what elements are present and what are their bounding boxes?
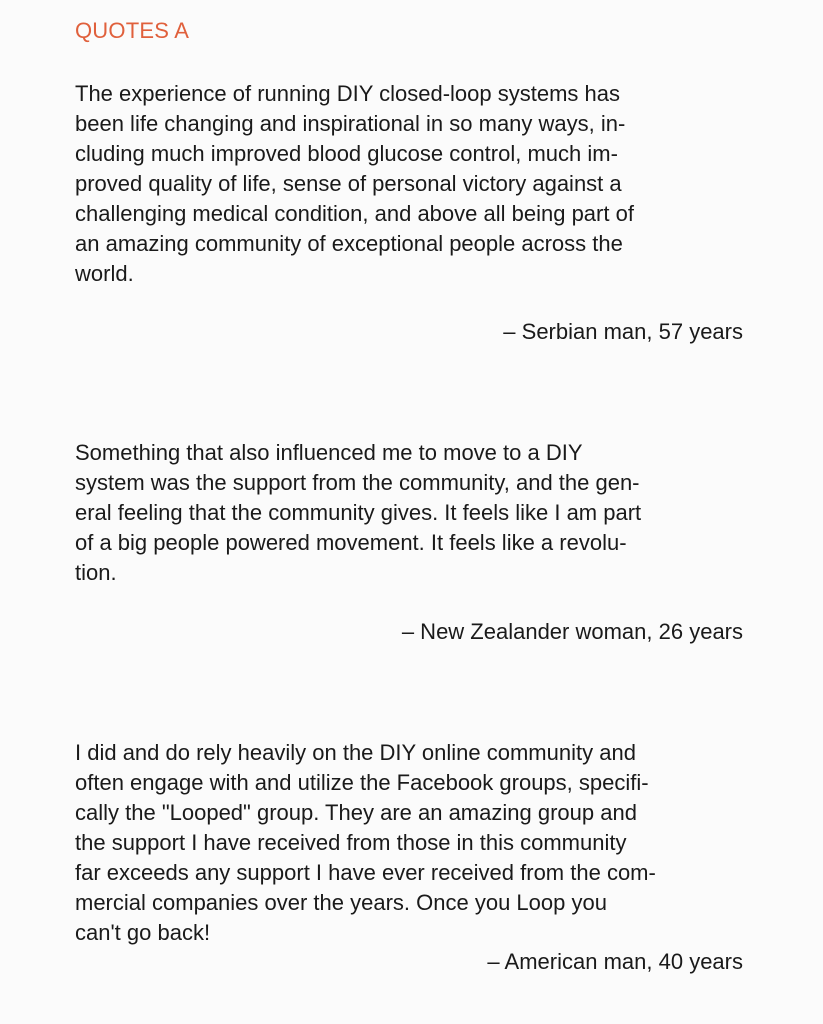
quote-line: I did and do rely heavily on the DIY online community and bbox=[75, 740, 636, 765]
quote-line: tion. bbox=[75, 560, 117, 585]
quote-line: cally the "Looped" group. They are an amazing group and bbox=[75, 800, 637, 825]
quote-2 bbox=[75, 438, 745, 588]
quote-line: system was the support from the community, and the gen- bbox=[75, 470, 640, 495]
quote-1 bbox=[75, 79, 745, 289]
quote-line: can't go back! bbox=[75, 920, 211, 945]
quote-line: Something that also influenced me to move to a DIY bbox=[75, 440, 583, 465]
quote-line: challenging medical condition, and above all being part of bbox=[75, 201, 634, 226]
quote-line: far exceeds any support I have ever received from the com- bbox=[75, 860, 656, 885]
quote-line: cluding much improved blood glucose control, much im- bbox=[75, 141, 618, 166]
quote-3-attribution: – American man, 40 years bbox=[487, 949, 743, 974]
quote-1-attribution: – Serbian man, 57 years bbox=[503, 319, 743, 344]
quote-line: proved quality of life, sense of personal victory against a bbox=[75, 171, 622, 196]
quote-line: world. bbox=[75, 261, 134, 286]
quote-2-attribution: – New Zealander woman, 26 years bbox=[401, 619, 743, 644]
quote-line: of a big people powered movement. It feels like a revolu- bbox=[75, 530, 627, 555]
quote-line: an amazing community of exceptional people across the bbox=[75, 231, 623, 256]
quote-line: eral feeling that the community gives. It feels like I am part bbox=[75, 500, 642, 525]
quote-line: the support I have received from those in this community bbox=[75, 830, 627, 855]
quote-line: The experience of running DIY closed-loop systems has bbox=[75, 81, 620, 106]
quote-line: been life changing and inspirational in so many ways, in- bbox=[75, 111, 626, 136]
page-heading: QUOTES A bbox=[75, 18, 190, 43]
quote-3 bbox=[75, 738, 745, 948]
quote-line: mercial companies over the years. Once you Loop you bbox=[75, 890, 607, 915]
quote-line: often engage with and utilize the Facebook groups, specifi- bbox=[75, 770, 649, 795]
